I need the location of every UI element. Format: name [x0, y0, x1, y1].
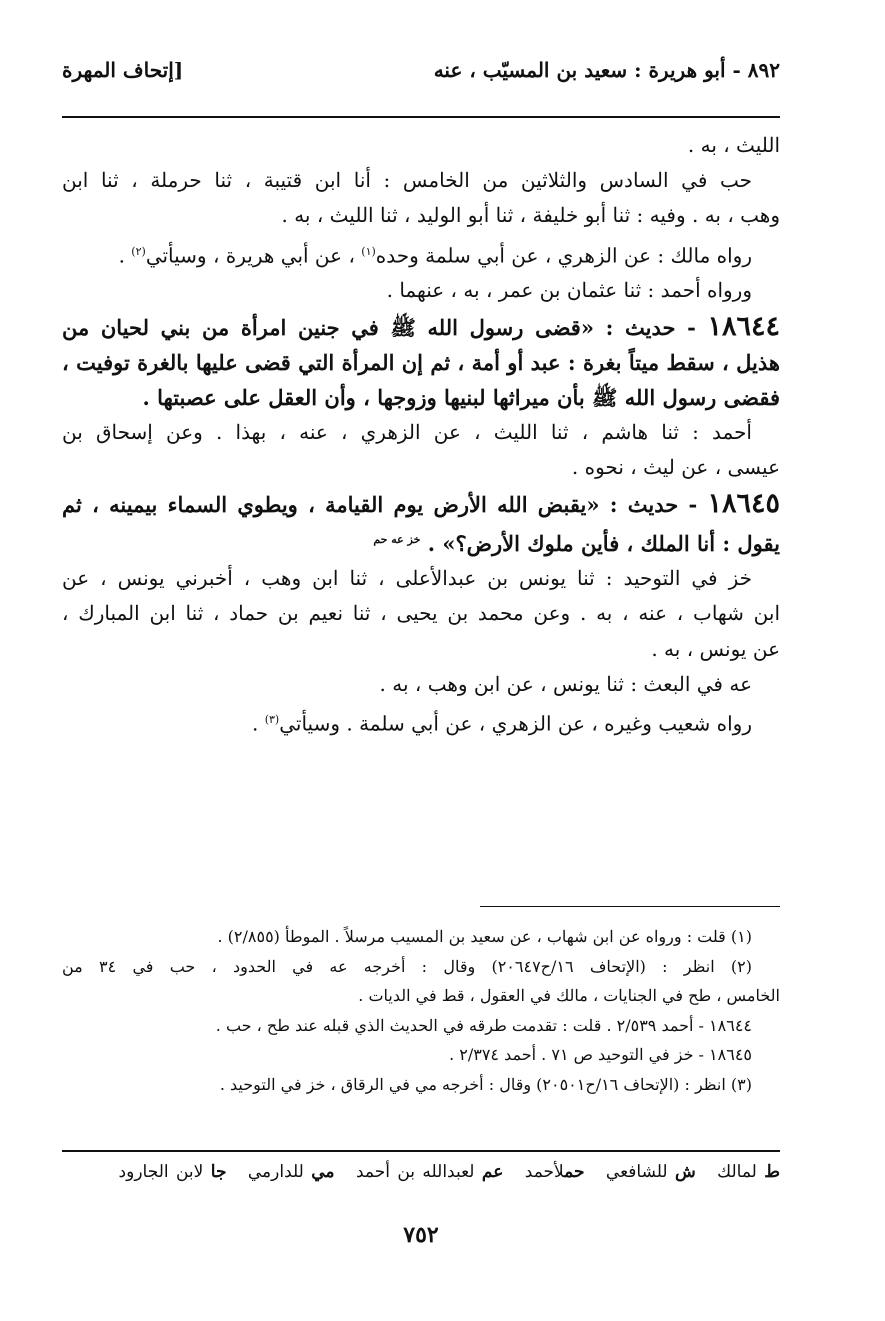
footnote: الخامس ، طح في الجنايات ، مالك في العقول ، قط في الديات . — [358, 986, 780, 1005]
text-line: ابن شهاب ، عنه ، به . وعن محمد بن يحيى ، ثنا نعيم بن حماد ، ثنا ابن المبارك ، — [62, 601, 780, 626]
legend-item: ش للشافعي — [605, 1162, 696, 1182]
footnote: (١) قلت : ورواه عن ابن شهاب ، عن سعيد بن المسيب مرسلاً . الموطأ (٢/٨٥٥) . — [217, 927, 752, 946]
text-line: ورواه أحمد : ثنا عثمان بن عمر ، به ، عنهما . — [386, 278, 752, 303]
hadith-text: فقضى رسول الله ﷺ بأن ميراثها لبنيها وزوجها ، وأن العقل على عصبتها . — [142, 385, 780, 411]
running-header — [62, 58, 780, 98]
hadith-heading: ١٨٦٤٤ - حديث : «قضى رسول الله ﷺ في جنين امرأة من بني لحيان من — [62, 310, 780, 342]
footnote: (٣) انظر : (الإتحاف ١٦/ح٢٠٥٠١) وقال : أخرجه مي في الرقاق ، خز في التوحيد . — [219, 1074, 752, 1094]
chapter-title: ٨٩٢ - أبو هريرة : سعيد بن المسيّب ، عنه — [433, 58, 780, 82]
legend-item: ط لمالك — [717, 1162, 780, 1182]
footnote: ١٨٦٤٤ - أحمد ٢/٥٣٩ . قلت : تقدمت طرقه في الحديث الذي قبله عند طح ، حب . — [215, 1015, 752, 1035]
text-line: وهب ، به . وفيه : ثنا أبو خليفة ، ثنا أبو الوليد ، ثنا الليث ، به . — [281, 203, 780, 228]
footnote-ref: (٢) — [131, 244, 146, 258]
legend-item: جا لابن الجارود — [118, 1162, 227, 1182]
hadith-text: يقول : أنا الملك ، فأين ملوك الأرض؟» . $^{خز عه حم}$ — [373, 530, 780, 556]
legend-item: مي للدارمي — [247, 1162, 335, 1182]
hadith-number: ١٨٦٤٤ — [707, 310, 780, 342]
text-line: الليث ، به . — [687, 133, 780, 157]
hadith-heading: ١٨٦٤٥ - حديث : «يقبض الله الأرض يوم القيامة ، ويطوي السماء بيمينه ، ثم — [62, 487, 780, 519]
hadith-number: ١٨٦٤٥ — [707, 487, 780, 519]
text-line: عن يونس ، به . — [651, 636, 780, 661]
footnotes — [62, 922, 780, 1099]
header-rule — [62, 116, 780, 118]
abbreviation-legend — [62, 1162, 780, 1182]
hadith-text: هذيل ، سقط ميتاً بغرة : عبد أو أمة ، ثم إن المرأة التي قضى عليها بالغرة توفيت ، — [62, 349, 780, 375]
source-marks: خز عه حم — [373, 532, 421, 546]
text-line: أحمد : ثنا هاشم ، ثنا الليث ، عن الزهري ، عنه ، بهذا . وعن إسحاق بن — [62, 420, 752, 445]
main-text — [62, 128, 780, 742]
text-line: عيسى ، عن ليث ، نحوه . — [571, 455, 780, 480]
text-line: رواه مالك : عن الزهري ، عن أبي سلمة وحده$^{(١)}$ ، عن أبي هريرة ، وسيأتي$^{(٢)}$ . — [118, 243, 752, 268]
text-line: حب في السادس والثلاثين من الخامس : أنا ابن قتيبة ، ثنا حرملة ، ثنا ابن — [62, 168, 752, 193]
text-line: خز في التوحيد : ثنا يونس بن عبدالأعلى ، ثنا ابن وهب ، أخبرني يونس ، عن — [62, 566, 752, 591]
footnote-ref: (٣) — [264, 712, 280, 726]
text-line: عه في البعث : ثنا يونس ، عن ابن وهب ، به . — [379, 671, 752, 696]
legend-item: حملأحمد — [524, 1162, 585, 1182]
legend-rule — [62, 1150, 780, 1152]
footnote-ref: (١) — [361, 244, 376, 258]
footnote-separator — [480, 906, 780, 907]
legend-item: عم لعبدالله بن أحمد — [355, 1162, 504, 1182]
page-number: ٧٥٢ — [403, 1222, 439, 1248]
book-title: [إتحاف المهرة — [62, 58, 184, 82]
text-line: رواه شعيب وغيره ، عن الزهري ، عن أبي سلمة . وسيأتي$^{(٣)}$ . — [251, 711, 752, 736]
document-page — [62, 0, 780, 1321]
footnote: ١٨٦٤٥ - خز في التوحيد ص ٧١ . أحمد ٢/٣٧٤ . — [449, 1045, 752, 1064]
footnote: (٢) انظر : (الإتحاف ١٦/ح٢٠٦٤٧) وقال : أخرجه عه في الحدود ، حب في ٣٤ من — [62, 956, 752, 976]
